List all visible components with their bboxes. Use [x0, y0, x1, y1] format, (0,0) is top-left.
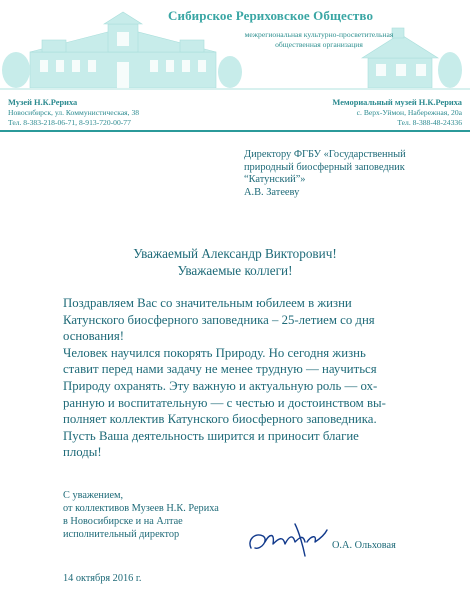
body-line: Поздравляем Вас со значительным юбилеем в жизни	[63, 296, 352, 310]
addressee-block	[244, 149, 454, 199]
header-divider	[0, 130, 470, 132]
signatory-name: О.А. Ольховая	[332, 540, 396, 551]
closing-line: в Новосибирске и на Алтае	[63, 516, 183, 527]
organization-subtitle-line: межрегиональная культурно-просветительная	[244, 30, 394, 39]
right-museum-name: Мемориальный музей Н.К.Рериха	[332, 98, 462, 107]
body-line: полняет коллектив Катунского биосферного заповедника.	[63, 412, 377, 427]
left-museum-contact	[8, 98, 208, 128]
body-line: ранную и воспитательную — с честью и достоинством вы-	[63, 395, 386, 410]
body-line: Катунского биосферного заповедника – 25-летием со дня	[63, 312, 375, 327]
left-museum-name: Музей Н.К.Рериха	[8, 98, 78, 107]
salutation-line: Уважаемые коллеги!	[177, 263, 293, 278]
right-museum-address: с. Верх-Уймон, Набережная, 20а	[356, 108, 462, 117]
right-museum-contact	[242, 98, 462, 128]
right-museum-phone: Тел. 8-388-48-24336	[397, 118, 462, 127]
body-line: ставит перед нами задачу не менее трудную — научиться	[63, 362, 377, 377]
organization-subtitle-line: общественная организация	[275, 40, 363, 49]
body-line: Природу охранять. Эту важную и актуальную роль — ох-	[63, 378, 378, 393]
body-line: Пусть Ваша деятельность ширится и приносит благие	[63, 428, 359, 443]
addressee-line: “Катунский”»	[244, 174, 306, 186]
letter-date: 14 октября 2016 г.	[63, 573, 142, 584]
closing-block	[63, 489, 263, 541]
salutation-line: Уважаемый Александр Викторович!	[133, 246, 337, 261]
closing-line: исполнительный директор	[63, 529, 180, 540]
letter-body	[63, 295, 415, 461]
closing-line: С уважением,	[63, 490, 124, 501]
left-museum-phone: Тел. 8-383-218-06-71, 8-913-720-00-77	[8, 118, 131, 127]
body-line: Человек научился покорять Природу. Но сегодня жизнь	[63, 345, 366, 360]
body-line: плоды!	[63, 445, 102, 460]
body-line: основания!	[63, 329, 125, 344]
organization-title: Сибирское Рериховское Общество	[168, 8, 374, 23]
closing-line: от коллективов Музеев Н.К. Рериха	[63, 503, 219, 514]
left-museum-address: Новосибирск, ул. Коммунистическая, 38	[8, 108, 140, 117]
organization-subtitle	[184, 30, 454, 50]
addressee-line: природный биосферный заповедник	[244, 161, 405, 173]
addressee-line: Директору ФГБУ «Государственный	[244, 149, 406, 160]
salutation	[0, 245, 470, 279]
addressee-line: А.В. Затееву	[244, 186, 300, 198]
handwritten-signature	[245, 512, 330, 560]
